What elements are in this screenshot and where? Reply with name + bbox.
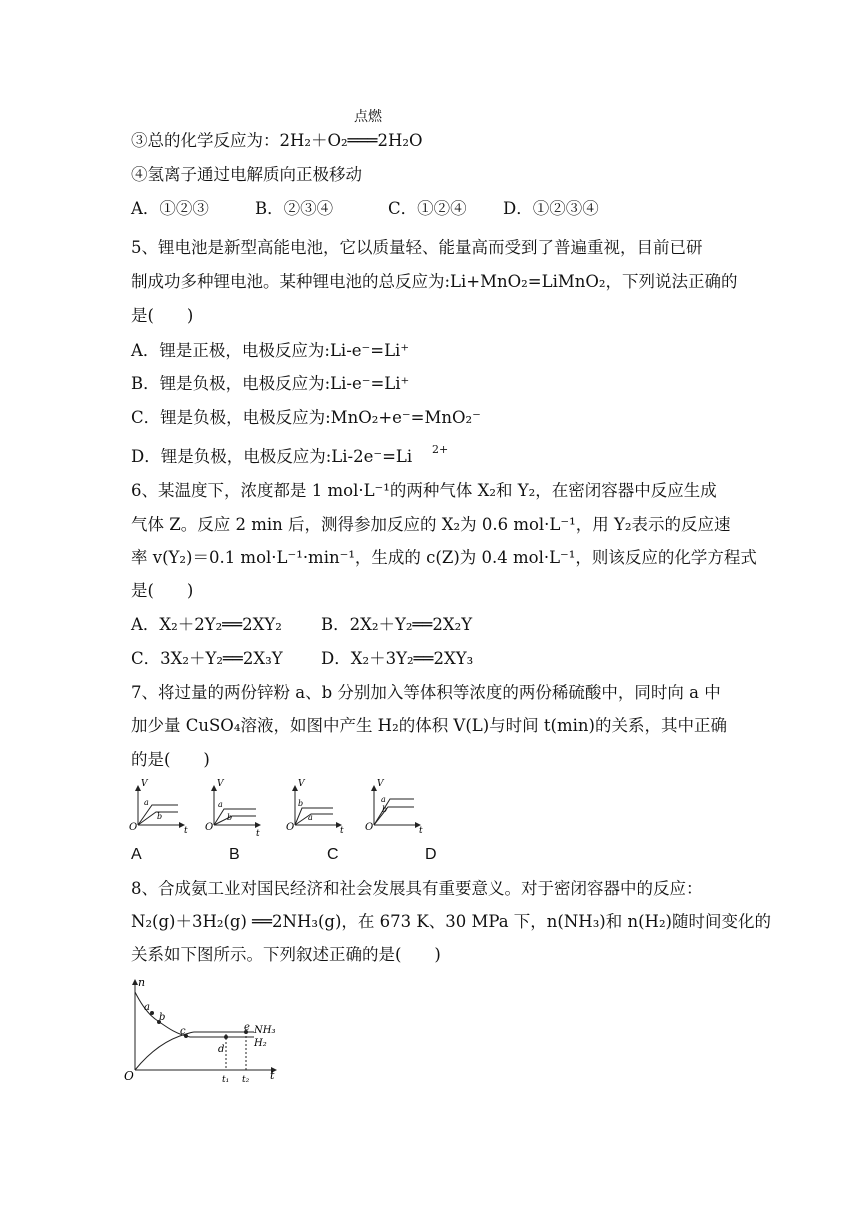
curve-a-label: a (144, 798, 149, 807)
origin-label: O (365, 822, 374, 833)
point-d-label: d (218, 1044, 225, 1055)
q7-graph-d[interactable] (365, 779, 423, 836)
q5-option-d[interactable]: D．锂是负极，电极反应为:Li-2e⁻=Li (131, 447, 413, 466)
axis-v-label: V (377, 779, 384, 789)
axis-v-label: V (298, 779, 305, 789)
q7-graph-c-label[interactable]: C (327, 846, 339, 863)
axis-t-label: t (419, 826, 423, 836)
point-c-label: c (180, 1026, 186, 1037)
item-4: ④氢离子通过电解质向正极移动 (131, 165, 362, 184)
axis-n-label: n (138, 976, 146, 989)
nh3-label: NH₃ (254, 1025, 276, 1036)
curve-b-label: b (298, 799, 304, 808)
reaction-condition: 点燃 (354, 109, 382, 125)
q4-option-a[interactable]: A．①②③ (131, 199, 209, 218)
q5-stem-line2: 制成功多种锂电池。某种锂电池的总反应为:Li+MnO₂=LiMnO₂，下列说法正确的 (131, 272, 738, 291)
q7-graph-c[interactable] (286, 779, 344, 836)
axis-v-label: V (141, 779, 148, 789)
point-d (224, 1035, 228, 1039)
q6-stem-line1: 6、某温度下，浓度都是 1 mol·L⁻¹的两种气体 X₂和 Y₂，在密闭容器中反应生成 (131, 481, 717, 500)
curve-a-label: a (381, 795, 386, 804)
q7-graph-d-label[interactable]: D (425, 846, 437, 863)
q4-option-b[interactable]: B．②③④ (255, 199, 334, 218)
h2-label: H₂ (254, 1038, 267, 1049)
q7-stem-line3: 的是( ) (131, 750, 210, 769)
point-a (150, 1011, 154, 1015)
q5-option-c[interactable]: C．锂是负极，电极反应为:MnO₂+e⁻=MnO₂⁻ (131, 408, 481, 427)
q5-option-d-superscript: 2+ (432, 443, 449, 456)
axis-t-label: t (270, 1069, 275, 1082)
q7-stem-line2: 加少量 CuSO₄溶液，如图中产生 H₂的体积 V(L)与时间 t(min)的关系，其中正确 (131, 716, 727, 735)
q6-stem-line3: 率 v(Y₂)＝0.1 mol·L⁻¹·min⁻¹，生成的 c(Z)为 0.4 mol·L⁻¹，则该反应的化学方程式 (131, 548, 757, 567)
origin-label: O (124, 1069, 134, 1083)
q6-options-row1 (131, 615, 472, 635)
item-3: ③总的化学反应为：2H₂＋O₂═══2H₂O (131, 131, 423, 150)
q5-stem-line3: 是( ) (131, 306, 194, 325)
q8-stem-line2: N₂(g)＋3H₂(g) ══2NH₃(g)，在 673 K、30 MPa 下，n(NH₃)和 n(H₂)随时间变化的 (131, 912, 771, 931)
q7-graphs (126, 778, 436, 838)
nh3-curve (135, 1032, 254, 1070)
q8-figure (124, 974, 284, 1086)
q6-option-d[interactable]: D．X₂＋3Y₂══2XY₃ (321, 649, 474, 668)
q6-option-b[interactable]: B．2X₂＋Y₂══2X₂Y (321, 615, 473, 634)
curve-b-label: b (157, 812, 163, 821)
origin-label: O (129, 822, 138, 833)
q7-graph-b-label[interactable]: B (229, 846, 240, 863)
q4-option-d[interactable]: D．①②③④ (503, 199, 599, 218)
origin-label: O (205, 822, 214, 833)
t2-label: t₂ (242, 1075, 250, 1085)
q5-option-b[interactable]: B．锂是负极，电极反应为:Li-e⁻=Li⁺ (131, 374, 410, 393)
q8-stem-line1: 8、合成氨工业对国民经济和社会发展具有重要意义。对于密闭容器中的反应： (131, 879, 703, 898)
q7-graph-b[interactable] (205, 779, 260, 838)
curve-a-label: a (218, 800, 223, 809)
curve-b-label: b (382, 805, 388, 814)
q5-stem-line1: 5、锂电池是新型高能电池，它以质量轻、能量高而受到了普遍重视，目前已研 (131, 238, 703, 257)
q8-stem-line3: 关系如下图所示。下列叙述正确的是( ) (131, 945, 441, 964)
q6-option-c[interactable]: C．3X₂＋Y₂══2X₃Y (131, 649, 283, 668)
origin-label: O (286, 822, 295, 833)
point-e-label: e (244, 1022, 250, 1033)
t1-label: t₁ (222, 1075, 230, 1085)
q7-stem-line1: 7、将过量的两份锌粉 a、b 分别加入等体积等浓度的两份稀硫酸中，同时向 a 中 (131, 683, 721, 702)
axis-t-label: t (256, 829, 260, 838)
q6-stem-line4: 是( ) (131, 581, 194, 600)
axis-t-label: t (340, 826, 344, 836)
axis-v-label: V (217, 779, 224, 789)
curve-a-label: a (308, 813, 313, 822)
q5-option-a[interactable]: A．锂是正极，电极反应为:Li-e⁻=Li⁺ (131, 341, 410, 360)
point-b-label: b (159, 1012, 166, 1023)
q4-option-c[interactable]: C．①②④ (388, 199, 467, 218)
q6-options-row2 (131, 649, 473, 669)
q6-stem-line2: 气体 Z。反应 2 min 后，测得参加反应的 X₂为 0.6 mol·L⁻¹，用 Y₂表示的反应速 (131, 515, 731, 534)
curve-b-label: b (227, 813, 233, 822)
q6-option-a[interactable]: A．X₂＋2Y₂══2XY₂ (131, 615, 282, 634)
q7-graph-a[interactable] (129, 779, 188, 836)
q7-graph-a-label[interactable]: A (131, 846, 142, 863)
point-a-label: a (144, 1002, 150, 1013)
axis-t-label: t (184, 826, 188, 836)
q4-options (131, 199, 599, 219)
